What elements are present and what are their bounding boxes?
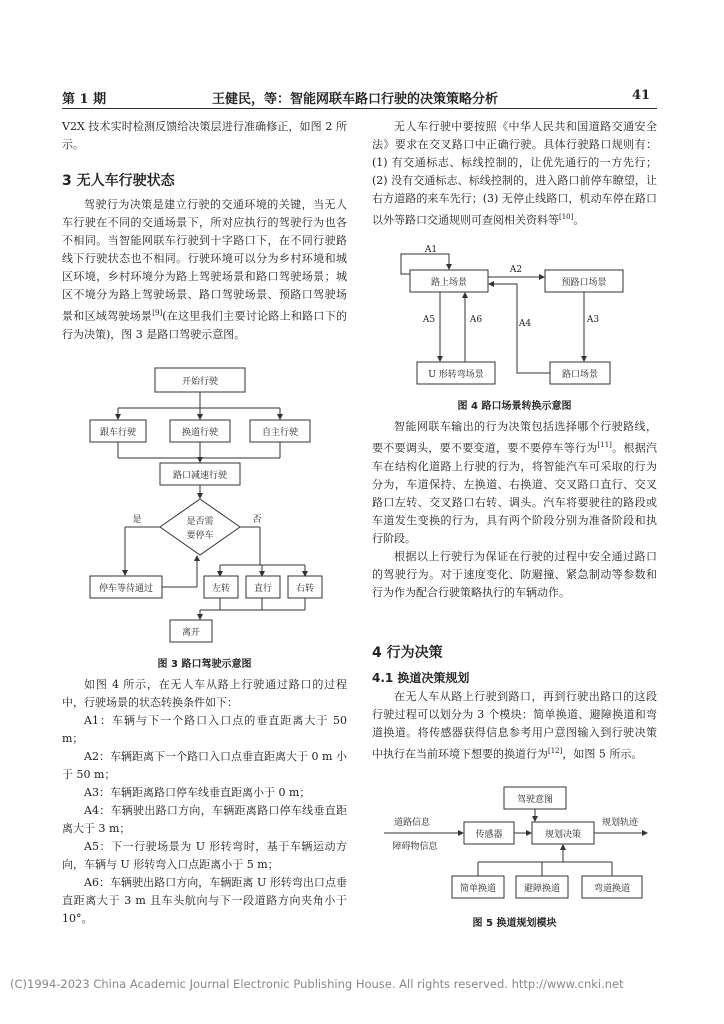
fig5-intent: 驾驶意图 — [516, 795, 554, 805]
fig5-simple: 简单换道 — [459, 884, 497, 894]
fig3-leave: 离开 — [181, 628, 201, 638]
behavior-paragraph: 智能网联车输出的行为决策包括选择哪个行驶路线，要不要调头，要不要变道，要不要停车等行为[11]。根据汽车在结构化道路上行驶的行为，将智能汽车可采取的行为分为，车道保持、左换道、右换道、交叉路口直行、交叉路口左转、交叉路口右转、调头。汽车将要驶往的路段或车道发生变换的行为，具有两个阶段分别为准备阶段和执行阶段。 根据以上行驶行为保证在行驶的过程中安全通过路口的驾驶行为。对于速度变化、防避撞、紧急制动等参数和行为作为配合行驶策略执行的车辆动作。 — [372, 420, 658, 599]
fig3-lane-change: 换道行驶 — [181, 428, 219, 438]
intro-paragraph: V2X 技术实时检测反馈给决策层进行准确修正，如图 2 所示。 — [62, 120, 347, 151]
fig5-track: 规划轨迹 — [601, 818, 639, 828]
fig3-right: 右转 — [295, 584, 315, 594]
section-3-title: 3 无人车行驶状态 — [62, 173, 175, 189]
section-4-1-title: 4.1 换道决策规划 — [372, 671, 470, 685]
fig4-a2: A2 — [509, 265, 523, 275]
fig5-sensor: 传感器 — [475, 830, 503, 840]
fig5-road-info: 道路信息 — [393, 818, 431, 828]
fig4-a3: A3 — [586, 315, 600, 325]
fig4-a6: A6 — [469, 315, 483, 325]
section-4-title: 4 行为决策 — [372, 645, 443, 661]
transition-conditions: 如图 4 所示，在无人车从路上行驶通过路口的过程中，行驶场景的状态转换条件如下： A1：车辆与下一个路口入口点的垂直距离大于 50 m； A2：车辆距离下一个路口入口点垂直距离大于 0 m 小于 50 m； A3：车辆距离路口停车线垂直距离小于 0 m； A4：车辆驶出路口方向，车辆距离路口停车线垂直距离大于 3 m； A5：下一行驶场景为 U 形转弯时，基于车辆运动方向，车辆与 U 形转弯入口点距离小于 5 m； A6：车辆驶出路口方向，车辆距离 U 形转弯出口点垂直距离大于 3 m 且车头航向与下一段道路方向夹角小于 10°。 — [62, 678, 347, 925]
fig3-left: 左转 — [211, 584, 231, 594]
figure-5-caption: 图 5 换道规划模块 — [472, 918, 557, 929]
fig3-no: 否 — [252, 515, 262, 525]
figure-3-flowchart — [85, 362, 330, 647]
section-3-paragraph: 驾驶行为决策是建立行驶的交通环境的关键，当无人车行驶在不同的交通场景下，所对应执行的驾驶行为也各不相同。当智能网联车行驶到十字路口下，在不同行驶路线下行驶状态也不相同。行驶环境可以分为乡村环境和城区环境，乡村环境分为路上驾驶场景和路口驾驶场景；城区不境分为路上驾驶场景、路口驾驶场景、预路口驾驶场景和区域驾驶场景[9](在这里我们主要讨论路上和路口下的行为决策)，图 3 是路口驾驶示意图。 — [62, 198, 347, 341]
fig4-a4: A4 — [518, 319, 532, 329]
fig5-planner: 规划决策 — [544, 830, 582, 840]
fig3-wait: 停车等待通过 — [98, 584, 154, 594]
lane-change-paragraph: 在无人车从路上行驶到路口，再到行驶出路口的这段行驶过程可以划分为 3 个模块：简单换道、避障换道和弯道换道。将传感器获得信息参考用户意图输入到行驶决策中执行在当前环境下想要的换道行为[12]，如图 5 所示。 — [372, 690, 657, 761]
fig3-decision-2: 要停车 — [186, 531, 214, 541]
fig3-straight: 直行 — [253, 584, 273, 594]
page-number: 41 — [632, 88, 651, 103]
traffic-rules-paragraph: 无人车行驶中要按照《中华人民共和国道路交通安全法》要求在交叉路口中正确行驶。具体行驶路口规则有：(1) 有交通标志、标线控制的，让优先通行的一方先行；(2) 没有交通标志、标线控制的，进入路口前停车瞭望，让右方道路的来车先行；(3) 无停止线路口，机动车停在路口以外等路口交通规则可查阅相关资料等[10]。 — [372, 120, 657, 227]
figure-5-diagram — [382, 782, 652, 907]
fig5-obstacle-info: 障碍物信息 — [392, 842, 438, 852]
running-title: 王健民，等：智能网联车路口行驶的决策策略分析 — [212, 92, 499, 107]
fig4-a1: A1 — [424, 245, 438, 255]
fig3-slow: 路口减速行驶 — [172, 471, 228, 481]
fig4-pre: 预路口场景 — [561, 278, 607, 288]
fig5-avoid: 避障换道 — [523, 884, 561, 894]
issue-number: 第 1 期 — [62, 92, 107, 107]
fig3-start: 开始行驶 — [181, 377, 219, 387]
header-rule — [62, 108, 657, 109]
fig5-curve: 弯道换道 — [593, 884, 631, 894]
figure-3-caption: 图 3 路口驾驶示意图 — [157, 659, 252, 670]
fig3-yes: 是 — [132, 515, 142, 525]
fig4-uturn: U 形转弯场景 — [428, 370, 484, 380]
fig3-decision-1: 是否需 — [186, 517, 214, 527]
fig4-junction: 路口场景 — [561, 370, 599, 380]
fig3-follow: 跟车行驶 — [99, 428, 137, 438]
figure-4-caption: 图 4 路口场景转换示意图 — [457, 401, 572, 412]
fig4-road: 路上场景 — [430, 278, 468, 288]
fig4-a5: A5 — [422, 315, 436, 325]
fig3-free: 自主行驶 — [261, 428, 299, 438]
figure-4-diagram — [395, 244, 640, 394]
copyright-footer: (C)1994-2023 China Academic Journal Electronic Publishing House. All rights reserved. http://www.cnki.net — [10, 977, 624, 991]
